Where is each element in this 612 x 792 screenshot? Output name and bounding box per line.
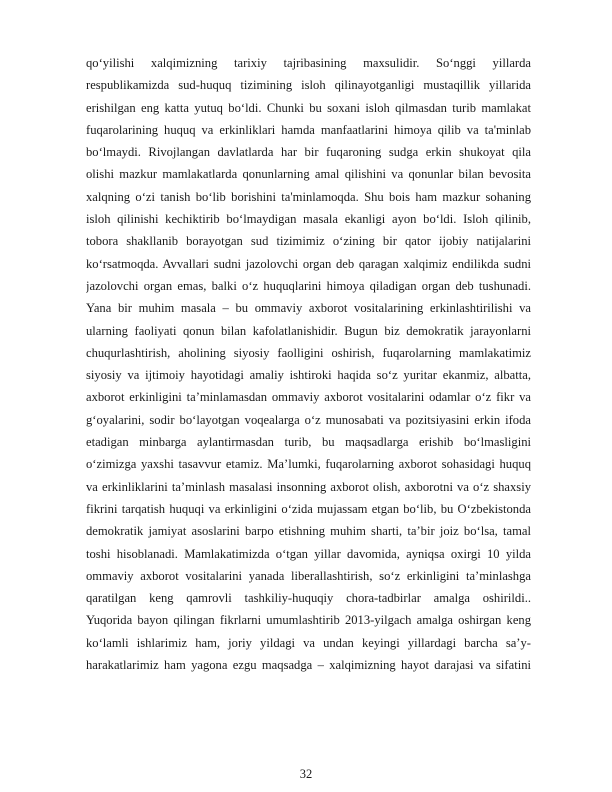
text-line: ko‘rsatmoqda. Avvallari sudni jazolovchi organ deb qaragan xalqimiz endilikda sudni	[86, 256, 531, 271]
text-line: respublikamizda sud-huquq tizimining isloh qilinayotganligi mustaqillik yillarida	[86, 78, 531, 93]
text-line: erishilgan eng katta yutuq bo‘ldi. Chunki bu soxani isloh qilmasdan turib mamlakat	[86, 100, 531, 115]
text-line: Yana bir muhim masala – bu ommaviy axborot vositalarining erkinlashtirilishi va	[86, 301, 531, 316]
text-line: isloh qilinishi kechiktirib bo‘lmaydigan masala ekanligi ayon bo‘ldi. Isloh qilinib,	[86, 212, 531, 227]
text-line: o‘zimizga yaxshi tasavvur etamiz. Ma’lumki, fuqarolarning axborot sohasidagi huquq	[86, 457, 531, 472]
text-line: axborot erkinligini ta’minlamasdan ommaviy axborot vositalarini odamlar o‘z fikr va	[86, 390, 531, 405]
text-line: fuqarolarining huquq va erkinliklari hamda manfaatlarini himoya qilib va ta'minlab	[86, 122, 531, 137]
text-line: tobora shakllanib borayotgan sud tizimimiz o‘zining bir qator ijobiy natijalarini	[86, 234, 531, 249]
text-line: fikrini tarqatish huquqi va erkinligini o‘zida mujassam etgan bo‘lib, bu O‘zbekistonda	[86, 501, 531, 516]
text-line: demokratik jamiyat asoslarini barpo etishning muhim sharti, ta’bir joiz bo‘lsa, tamal	[86, 524, 531, 539]
text-line: harakatlarimiz ham yagona ezgu maqsadga – xalqimizning hayot darajasi va sifatini	[86, 658, 531, 673]
text-line: qaratilgan keng qamrovli tashkiliy-huquqiy chora-tadbirlar amalga oshirildi..	[86, 591, 531, 606]
text-line: jazolovchi organ emas, balki o‘z huquqlarini himoya qiladigan organ deb tushunadi.	[86, 278, 531, 293]
text-line: chuqurlashtirish, aholining siyosiy faolligini oshirish, fuqarolarning mamlakatimiz	[86, 345, 531, 360]
text-line: siyosiy va ijtimoiy hayotidagi amaliy ishtiroki haqida so‘z yuritar ekanmiz, albatta,	[86, 368, 531, 383]
text-line: ommaviy axborot vositalarini yanada liberallashtirish, so‘z erkinligini ta’minlashga	[86, 568, 531, 583]
text-line: qo‘yilishi xalqimizning tarixiy tajribasining maxsulidir. So‘nggi yillarda	[86, 56, 531, 70]
text-line: olishi mazkur mamlakatlarda qonunlarning amal qilishini va qonunlar bilan bevosita	[86, 167, 531, 182]
text-line: ularning faoliyati qonun bilan kafolatlanishidir. Bugun biz demokratik jarayonlarni	[86, 323, 531, 338]
text-line: etadigan minbarga aylantirmasdan turib, bu maqsadlarga erishib bo‘lmasligini	[86, 435, 531, 450]
text-line: bo‘lmaydi. Rivojlangan davlatlarda har bir fuqaroning sudga erkin shukoyat qila	[86, 145, 531, 160]
page-number: 32	[299, 767, 313, 781]
body-paragraph	[86, 52, 531, 676]
text-line: ko‘lamli ishlarimiz ham, joriy yildagi va undan keyingi yillardagi barcha sa’y-	[86, 635, 531, 650]
text-line: Yuqorida bayon qilingan fikrlarni umumlashtirib 2013-yilgach amalga oshirgan keng	[86, 613, 531, 628]
text-line: g‘oyalarini, sodir bo‘layotgan voqealarga o‘z munosabati va pozitsiyasini erkin ifoda	[86, 412, 531, 427]
text-line: va erkinliklarini ta’minlash masalasi insonning axborot olish, axborotni va o‘z shaxsiy	[86, 479, 531, 494]
text-line: toshi hisoblanadi. Mamlakatimizda o‘tgan yillar davomida, ayniqsa oxirgi 10 yilda	[86, 546, 531, 561]
text-line: xalqning o‘zi tanish bo‘lib borishini ta'minlamoqda. Shu bois ham mazkur sohaning	[86, 189, 531, 204]
